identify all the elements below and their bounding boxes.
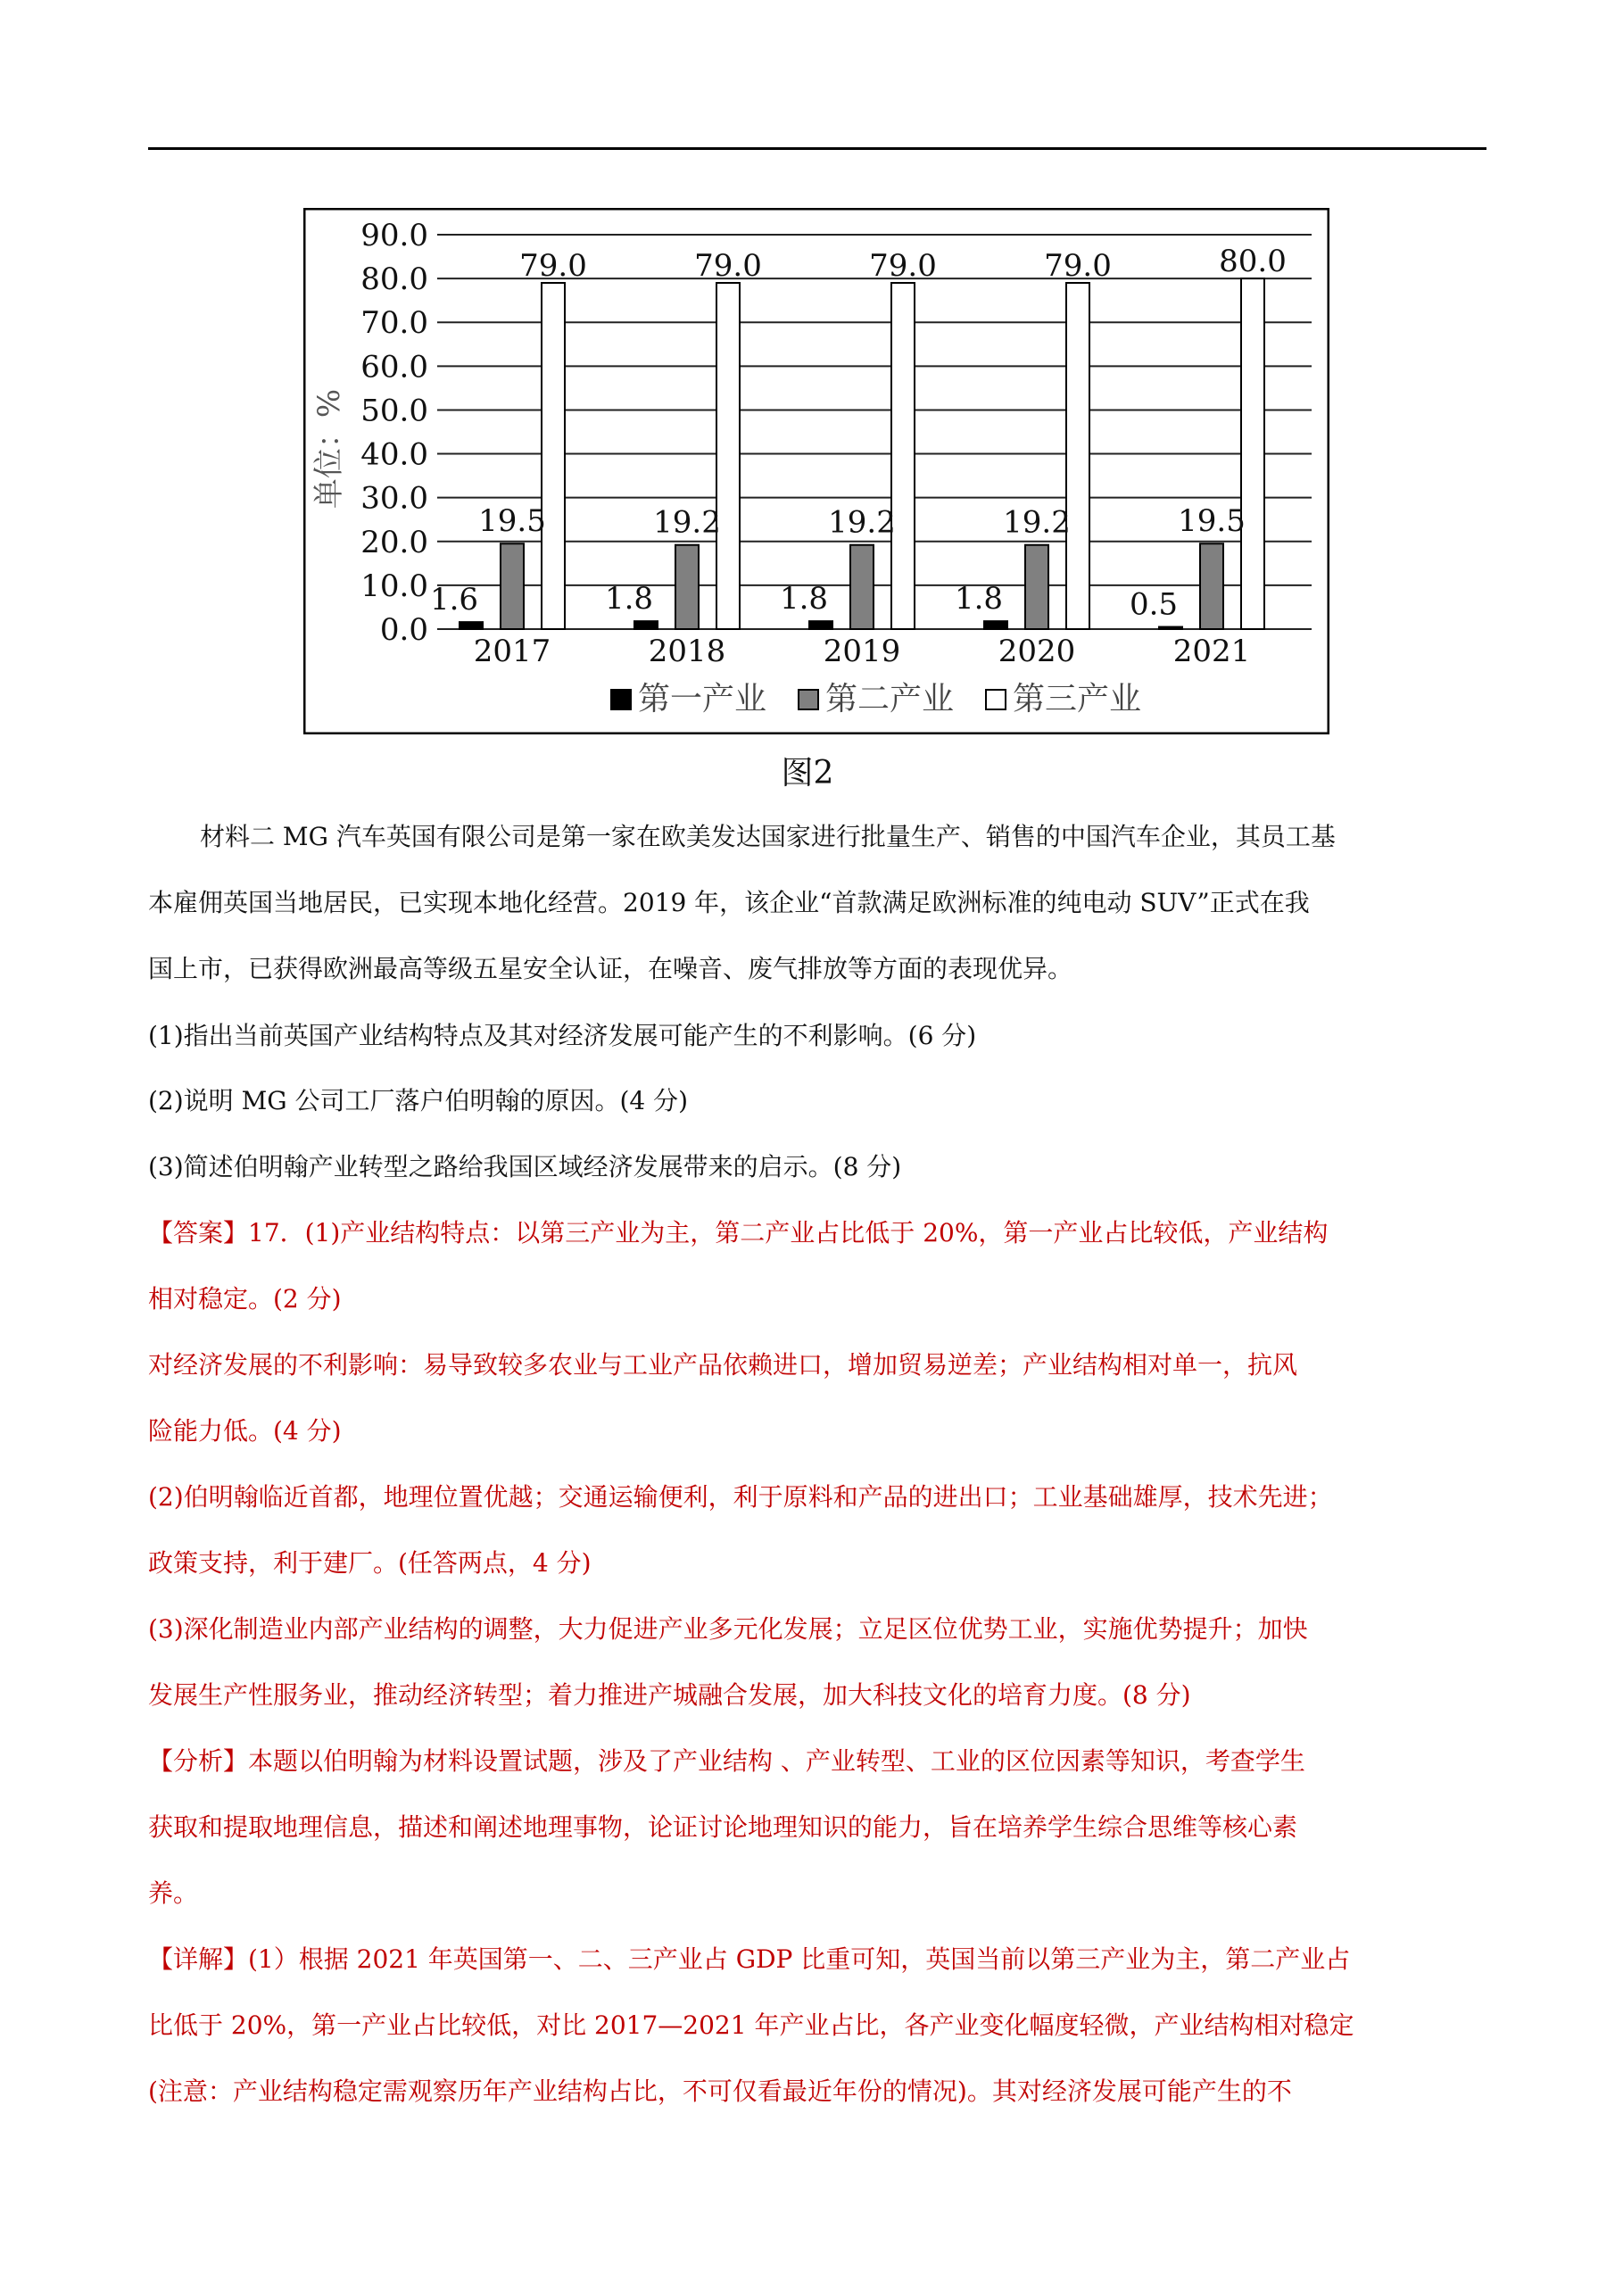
data-label: 1.8 <box>779 581 829 618</box>
legend-swatch <box>611 690 631 709</box>
data-label: 1.8 <box>604 581 654 618</box>
bar-3-2021 <box>1241 278 1264 629</box>
material-line-1: 材料二 MG 汽车英国有限公司是第一家在欧美发达国家进行批量生产、销售的中国汽车企业，其员工基 <box>200 822 1336 851</box>
data-label: 1.8 <box>954 581 1004 618</box>
y-axis-label: 单位：% <box>311 388 347 510</box>
question-1: (1)指出当前英国产业结构特点及其对经济发展可能产生的不利影响。(6 分) <box>148 1021 977 1050</box>
bar-2-2018 <box>675 545 699 629</box>
legend-label: 第二产业 <box>825 681 955 717</box>
y-tick-label: 70.0 <box>360 305 428 342</box>
x-tick-label: 2017 <box>473 634 551 669</box>
data-label: 79.0 <box>1044 248 1112 285</box>
bar-2-2021 <box>1200 543 1223 629</box>
y-tick-label: 20.0 <box>360 524 428 560</box>
x-tick-label: 2021 <box>1172 634 1251 669</box>
y-tick-label: 60.0 <box>360 349 428 385</box>
bar-2-2020 <box>1025 545 1048 629</box>
answer-line-3: 对经济发展的不利影响：易导致较多农业与工业产品依赖进口，增加贸易逆差；产业结构相对单一，抗风 <box>148 1350 1298 1380</box>
answer-line-7: (3)深化制造业内部产业结构的调整，大力促进产业多元化发展；立足区位优势工业，实施优势提升；加快 <box>148 1614 1308 1644</box>
data-label: 0.5 <box>1129 586 1179 623</box>
legend-label: 第一产业 <box>638 681 767 717</box>
detail-line-2: 比低于 20%，第一产业占比较低，对比 2017—2021 年产业占比，各产业变化幅度轻微，产业结构相对稳定 <box>148 2010 1354 2040</box>
bar-1-2017 <box>460 622 483 629</box>
y-tick-label: 30.0 <box>360 480 428 517</box>
answer-line-4: 险能力低。(4 分) <box>148 1416 342 1446</box>
y-tick-label: 50.0 <box>360 393 428 429</box>
answer-line-5: (2)伯明翰临近首都，地理位置优越；交通运输便利，利于原料和产品的进出口；工业基础雄厚，技术先进； <box>148 1482 1333 1512</box>
header-rule <box>148 147 1486 150</box>
y-tick-label: 10.0 <box>360 568 428 604</box>
answer-line-6: 政策支持，利于建厂。(任答两点，4 分) <box>148 1548 592 1578</box>
analysis-line-2: 获取和提取地理信息，描述和阐述地理事物，论证讨论地理知识的能力，旨在培养学生综合思维等核心素 <box>148 1812 1298 1842</box>
question-2: (2)说明 MG 公司工厂落户伯明翰的原因。(4 分) <box>148 1086 689 1115</box>
x-tick-label: 2020 <box>998 634 1076 669</box>
bar-3-2020 <box>1066 283 1089 629</box>
bar-1-2018 <box>634 621 658 629</box>
detail-line-3: (注意：产业结构稳定需观察历年产业结构占比，不可仅看最近年份的情况)。其对经济发展可能产生的不 <box>148 2076 1292 2106</box>
bar-3-2019 <box>891 283 915 629</box>
y-tick-label: 80.0 <box>360 261 428 298</box>
y-tick-label: 0.0 <box>379 612 428 648</box>
legend-label: 第三产业 <box>1013 681 1142 717</box>
x-tick-label: 2018 <box>648 634 726 669</box>
y-tick-label: 40.0 <box>360 436 428 473</box>
legend-swatch <box>986 690 1006 709</box>
data-label: 79.0 <box>694 248 762 285</box>
material-line-3: 国上市，已获得欧洲最高等级五星安全认证，在噪音、废气排放等方面的表现优异。 <box>148 954 1073 983</box>
analysis-line-3: 养。 <box>148 1878 199 1908</box>
bar-1-2021 <box>1159 627 1182 629</box>
answer-line-8: 发展生产性服务业，推动经济转型；着力推进产城融合发展，加大科技文化的培育力度。(8 分) <box>148 1680 1191 1710</box>
data-label: 1.6 <box>429 582 479 618</box>
data-label: 19.5 <box>1178 503 1246 540</box>
bar-1-2020 <box>984 621 1007 629</box>
analysis-line-1: 【分析】本题以伯明翰为材料设置试题，涉及了产业结构 、产业转型、工业的区位因素等知识，考查学生 <box>148 1746 1305 1776</box>
data-label: 19.5 <box>478 503 546 540</box>
legend-swatch <box>799 690 818 709</box>
x-tick-label: 2019 <box>823 634 901 669</box>
question-3: (3)简述伯明翰产业转型之路给我国区域经济发展带来的启示。(8 分) <box>148 1152 902 1181</box>
data-label: 19.2 <box>653 504 721 541</box>
data-label: 79.0 <box>519 248 587 285</box>
bar-1-2019 <box>809 621 832 629</box>
detail-line-1: 【详解】(1）根据 2021 年英国第一、二、三产业占 GDP 比重可知，英国当前以第三产业为主，第二产业占 <box>148 1944 1351 1974</box>
data-label: 79.0 <box>869 248 937 285</box>
y-tick-label: 90.0 <box>360 218 428 253</box>
bar-2-2019 <box>850 545 874 629</box>
material-line-2: 本雇佣英国当地居民，已实现本地化经营。2019 年，该企业“首款满足欧洲标准的纯电动 SUV”正式在我 <box>148 888 1310 917</box>
bar-3-2018 <box>716 283 740 629</box>
answer-line-1: 【答案】17．(1)产业结构特点：以第三产业为主，第二产业占比低于 20%，第一产业占比较低，产业结构 <box>148 1218 1329 1247</box>
bar-3-2017 <box>542 283 565 629</box>
data-label: 80.0 <box>1219 244 1287 280</box>
industry-structure-chart <box>303 208 1329 734</box>
bar-2-2017 <box>501 543 524 629</box>
figure-caption: 图2 <box>781 755 834 792</box>
answer-line-2: 相对稳定。(2 分) <box>148 1284 342 1314</box>
data-label: 19.2 <box>1003 504 1071 541</box>
data-label: 19.2 <box>828 504 896 541</box>
